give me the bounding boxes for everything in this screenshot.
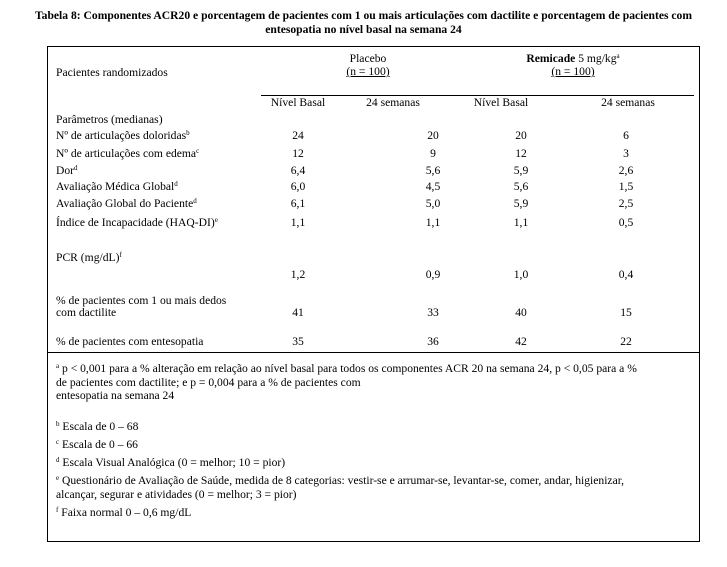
remicade-name: Remicade <box>526 52 576 65</box>
footnote-a-line-3: entesopatia na semana 24 <box>56 389 175 402</box>
remicade-dose: 5 mg/kg <box>575 52 617 65</box>
cell: 1,0 <box>513 268 529 281</box>
cell: 5,9 <box>513 164 529 177</box>
cell: 12 <box>292 147 304 160</box>
row-label: Dor$^d$ <box>56 164 78 177</box>
cell: 42 <box>515 335 527 348</box>
cell: 9 <box>430 147 436 160</box>
cell: 3 <box>623 147 629 160</box>
remicade-n: (n = 100) <box>551 65 595 78</box>
remicade-dose-line <box>478 52 668 65</box>
cell: 12 <box>515 147 527 160</box>
remicade-header <box>478 52 668 78</box>
cell: 33 <box>427 306 439 319</box>
row-label: % de pacientes com entesopatia <box>56 335 204 348</box>
cell: 40 <box>515 306 527 319</box>
row-label: PCR $(mg/dL)^f$ <box>56 251 122 264</box>
data-table <box>47 46 700 542</box>
cell: 6 <box>623 129 629 142</box>
cell: 22 <box>620 335 632 348</box>
cell: 6,4 <box>290 164 306 177</box>
footnote-c: $^c$ Escala de 0 – 66 <box>56 438 138 451</box>
subheader-placebo-basal: Nível Basal <box>270 96 326 109</box>
footnote-d: $^d$ Escala Visual Analógica (0 = melhor; 10 = pior) <box>56 456 286 469</box>
placebo-n: (n = 100) <box>346 65 390 78</box>
cell: 0,5 <box>618 216 634 229</box>
subheader-remicade-24w: 24 semanas <box>601 96 655 109</box>
row-label: Avaliação Global do Paciente$^d$ <box>56 197 197 210</box>
footnote-a-line-1: $^a$ p < 0,001 para a % alteração em relação ao nível basal para todos os componentes ACR 20 na semana 24, p < 0,05 para a % <box>56 362 637 375</box>
row-label: Nº de articulações doloridas$^b$ <box>56 129 190 142</box>
cell: 1,5 <box>618 180 634 193</box>
cell: 5,6 <box>513 180 529 193</box>
remicade-dose-sup: a <box>616 52 620 60</box>
footnote-divider <box>48 352 699 353</box>
section-title: Parâmetros (medianas) <box>56 113 163 126</box>
cell: 15 <box>620 306 632 319</box>
cell: 20 <box>427 129 439 142</box>
cell: 1,1 <box>425 216 441 229</box>
table-title <box>0 9 727 37</box>
footnote-f: $^f$ Faixa normal 0 – 0,6 mg/dL <box>56 506 192 519</box>
cell: 41 <box>292 306 304 319</box>
cell: 6,1 <box>290 197 306 210</box>
cell: 36 <box>427 335 439 348</box>
cell: 2,5 <box>618 197 634 210</box>
row-header-label: Pacientes randomizados <box>56 66 168 79</box>
row-label-line-2: com dactilite <box>56 306 117 319</box>
subheader-remicade-basal: Nível Basal <box>473 96 529 109</box>
cell: 35 <box>292 335 304 348</box>
cell: 1,2 <box>290 268 306 281</box>
cell: 5,6 <box>425 164 441 177</box>
cell: 0,9 <box>425 268 441 281</box>
cell: 5,0 <box>425 197 441 210</box>
table-title-line-2: entesopatia no nível basal na semana 24 <box>265 23 462 36</box>
cell: 1,1 <box>290 216 306 229</box>
cell: 0,4 <box>618 268 634 281</box>
footnote-b: $^b$ Escala de 0 – 68 <box>56 420 139 433</box>
subheader-placebo-24w: 24 semanas <box>366 96 420 109</box>
cell: 1,1 <box>513 216 529 229</box>
table-title-line-1: Tabela 8: Componentes ACR20 e porcentagem de pacientes com 1 ou mais articulações com dactilite e porcentagem de pacientes com <box>35 9 692 22</box>
cell: 24 <box>292 129 304 142</box>
cell: 4,5 <box>425 180 441 193</box>
row-label: Índice de Incapacidade $(HAQ-DI)^e$ <box>56 216 218 229</box>
footnote-e-line-1: $^e$ Questionário de Avaliação de Saúde, medida de 8 categorias: vestir-se e arrumar-se, levantar-se, comer, andar, higienizar, <box>56 474 625 487</box>
placebo-header <box>288 52 448 78</box>
footnote-e-line-2: alcançar, segurar e atividades (0 = melhor; 3 = pior) <box>56 488 297 501</box>
row-label-line-1: % de pacientes com 1 ou mais dedos <box>56 294 227 307</box>
cell: 5,9 <box>513 197 529 210</box>
footnote-a-line-2: de pacientes com dactilite; e p = 0,004 para a % de pacientes com <box>56 376 361 389</box>
placebo-name: Placebo <box>349 52 387 65</box>
cell: 6,0 <box>290 180 306 193</box>
cell: 20 <box>515 129 527 142</box>
cell: 2,6 <box>618 164 634 177</box>
row-label: Avaliação Médica Global$^d$ <box>56 180 178 193</box>
row-label: Nº de articulações com edema$^c$ <box>56 147 200 160</box>
